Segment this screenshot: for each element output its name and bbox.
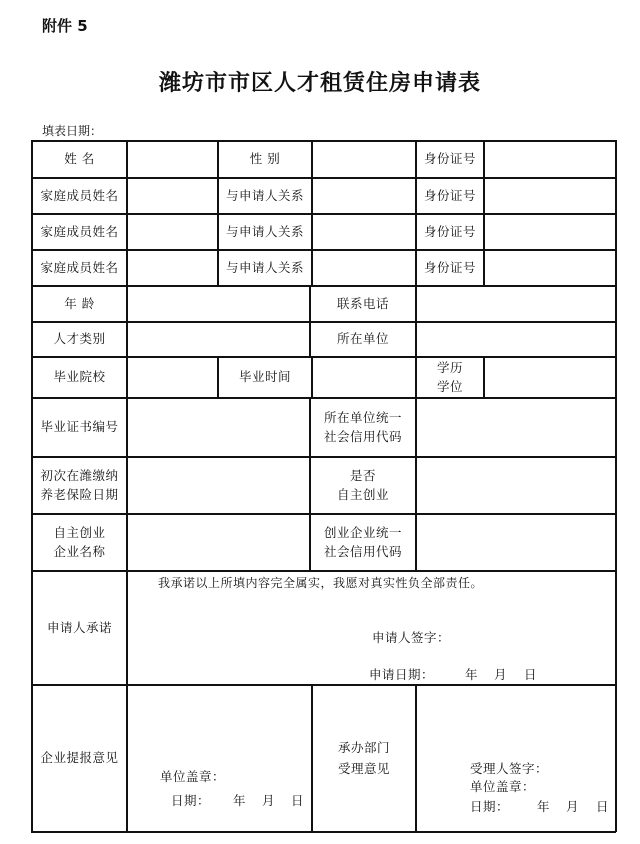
company-date-day: 日 [291,793,305,808]
applicant-commitment-label: 申请人承诺 [46,619,112,635]
id-number-label: 身份证号 [423,151,476,167]
fill-date-label: 填表日期： [42,124,103,138]
enterprise-credit-code-label [311,515,415,570]
apply-date-month: 月 [494,667,508,682]
form-title: 潍坊市市区人才租赁住房申请表 [158,70,481,96]
employer-credit-line2: 社会信用代码 [323,428,402,444]
diploma-number-label: 毕业证书编号 [40,419,119,435]
receiver-date-day: 日 [596,799,610,814]
company-opinion-label: 企业提报意见 [40,750,119,766]
enterprise-name-line1: 自主创业 [53,525,106,541]
degree-label-line2: 学位 [436,378,463,394]
enterprise-credit-line1: 创业企业统一 [323,525,402,541]
receiver-unit-seal-label: 单位盖章： [470,779,536,794]
unit-seal-label: 单位盖章： [160,769,226,784]
relation-label: 与申请人关系 [225,187,304,203]
table-line [311,356,313,398]
employer-label: 所在单位 [336,331,389,347]
table-border-right [615,140,617,832]
employer-credit-line1: 所在单位统一 [323,410,402,426]
receiver-signature-label: 受理人签字： [470,761,549,776]
table-line [311,140,313,286]
degree-label [417,358,483,397]
handling-dept-opinion-label [313,728,415,788]
id-number-label: 身份证号 [423,187,476,203]
talent-category-label: 人才类别 [53,331,106,347]
table-line [483,140,485,286]
relation-label: 与申请人关系 [225,259,304,275]
enterprise-credit-line2: 社会信用代码 [323,543,402,559]
self-employed-label [311,458,415,513]
first-insurance-line1: 初次在潍缴纳 [40,468,119,484]
age-label: 年 龄 [64,295,95,311]
handling-dept-line1: 承办部门 [337,739,390,755]
enterprise-name-label [33,515,126,570]
graduate-school-label: 毕业院校 [53,369,106,385]
gender-label: 性 别 [249,151,281,167]
phone-label: 联系电话 [336,295,389,311]
receiver-date-year: 年 [537,799,551,814]
family-member-name-label: 家庭成员姓名 [40,187,119,203]
family-member-name-label: 家庭成员姓名 [40,259,119,275]
table-line [415,684,417,832]
company-date-year: 年 [233,793,247,808]
self-employed-line1: 是否 [349,468,376,484]
employer-credit-code-label [311,399,415,456]
company-date-month: 月 [262,793,276,808]
graduation-time-label: 毕业时间 [238,369,291,385]
table-line [126,140,128,832]
table-line [483,356,485,398]
applicant-signature-label: 申请人签字： [372,630,451,645]
receiver-date-label: 日期： [470,799,510,814]
apply-date-day: 日 [524,667,538,682]
apply-date-year: 年 [465,667,479,682]
attachment-label: 附件 5 [42,17,88,35]
commitment-text: 我承诺以上所填内容完全属实，我愿对真实性负全部责任。 [158,576,484,590]
id-number-label: 身份证号 [423,259,476,275]
handling-dept-line2: 受理意见 [337,761,390,776]
relation-label: 与申请人关系 [225,223,304,239]
first-insurance-date-label [33,458,126,513]
first-insurance-line2: 养老保险日期 [40,486,119,502]
family-member-name-label: 家庭成员姓名 [40,223,119,239]
self-employed-line2: 自主创业 [336,486,389,502]
name-label: 姓 名 [64,151,95,167]
enterprise-name-line2: 企业名称 [53,543,106,559]
id-number-label: 身份证号 [423,223,476,239]
degree-label-line1: 学历 [436,360,463,376]
receiver-date-month: 月 [566,799,580,814]
table-border-bottom [31,831,616,833]
company-date-label: 日期： [171,793,211,808]
apply-date-label: 申请日期： [369,667,435,682]
